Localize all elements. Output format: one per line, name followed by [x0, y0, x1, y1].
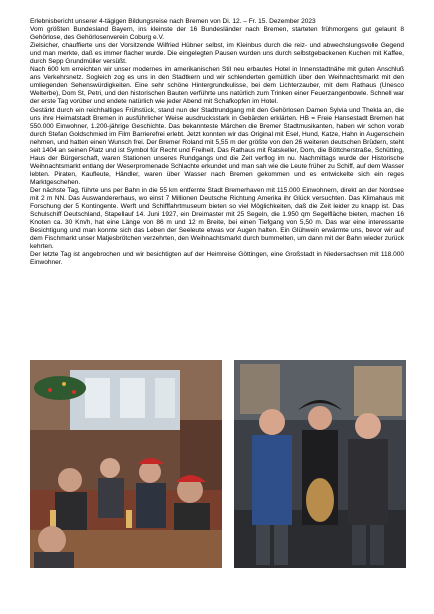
paragraph-journey: Zielsicher, chauffierte uns der Vorsitzende Wilfried Hübner selbst, im Kleinbus durch die reiz- und abwechslungsvolle Gegend und man merkte, daß es immer flacher wurde. Die eingelegten Pausen wurden uns durch selbstgebackenen Kuchen mit Kaffee, durch Sepp Grundmüller versüßt. [30, 42, 404, 66]
paragraph-day-one: Nach 600 km erreichten wir unser modernes im amerikanischen Stil neu erbautes Hotel in Innenstadtnähe mit guten Anschluß ans Verkehrsnetz. Sogleich zog es uns in den Stadtkern und wir schlenderten gemütlich über den Weihnachtsmarkt mit den umliegenden Sehenswürdigkeiten. Eine sehr schöne Hintergrundkulisse, bei dem Lichterzauber, mit dem Rathaus (Unesco Welterbe), Dom St, Petri, und den historischen Bauten verführte uns natürlich zum Trinken einer Feuerzangenbowle. Schnell war der erste Tag vorüber und endete natürlich wie jeder Abend mit Schafkopfen im Hotel. [30, 66, 404, 106]
paragraph-departure: Vom größten Bundesland Bayern, ins kleinste der 16 Bundesländer nach Bremen, starteten frühmorgens gut gelaunt 8 Gehörlose, des Gehörlosenverein Coburg e.V. [30, 26, 404, 42]
photo-row [30, 360, 405, 568]
group-pirate-photo [234, 360, 406, 568]
paragraph-day-two: Gestärkt durch ein reichhaltiges Frühstück, stand nun der Stadtrundgang mit den Gehörlosen Damen Sylvia und Thekla an, die uns ihre Heimatstadt Bremen in ausführlicher Weise ausdrucksstark in Gebärden erklärten. HB = Freie Hansestadt Bremen hat 550.000 Einwohner, 1.200-jährige Geschichte. Das bekannteste Märchen die Bremer Stadtmusikanten, haben wir schon vorab durch Stefan Goldschmied im Film Barrierefrei erlebt. Jetzt konnten wir das Original mit Esel, Hund, Katze, Hahn in Augenschein nehmen, und hatten einen Wunsch frei. Der Bremer Roland mit 5,55 m der größte von den 26 weiteren deutschen Brüdern, steht seit 1404 an seinen Platz und ist Symbol für Recht und Freiheit. Das Rathaus mit Ratskeller, Dom, die Böttcherstraße, Schütting, Haus der Bürgerschaft, waren Stationen unseres Rundgangs und die Zeit verflog im nu. Nachmittags wurde der Historische Weihnachtsmarkt entlang der Weserpromenade Schlachte erkundet und man sah wie die Leute früher zu Schiff, auf dem Wasser lebten. Piraten, Kaufleute, Händler, waren über Wasser nach Bremen gekommen und es entwickelte sich ein reges Marktgeschehen. [30, 106, 404, 186]
paragraph-last-day: Der letzte Tag ist angebrochen und wir besichtigten auf der Heimreise Göttingen, eine Großstadt in Niedersachsen mit 118.000 Einwohner. [30, 251, 404, 267]
paragraph-day-three: Der nächste Tag, führte uns per Bahn in die 55 km entfernte Stadt Bremerhaven mit 115.000 Einwohnern, direkt an der Nordsee mit 2 m NN. Das Auswandererhaus, wo einst 7 Millionen Deutsche Richtung Amerika ihr Glück versuchten. Das Klimahaus mit Forschung der 5 Kontingente. Werft und Schifffahrtmuseum bieten so viel Möglichkeiten, daß die Zeit leider zu knapp ist. Das Schulschiff Deutschland, Stapellauf 14. Juni 1927, ein Dreimaster mit 25 Segeln, die 1.950 qm Segelfläche bieten, machen 16 Knoten ca. 30 Km/h, hat eine Länge von 86 m und 12 m Breite, bei einen Tiefgang von 5,50 m. Das war eine interessante Besichtigung und man konnte sich das Leben der Seeleute etwas vor Augen halten. Ein Glühwein erwärmte uns, bevor wir auf dem Fischmarkt unser Matjesbrötchen verzehrten, den Weihnachtsmarkt durch bummelten, um dann mit der Bahn wieder zurück kehrten. [30, 186, 404, 251]
report-title: Erlebnisbericht unserer 4-tägigen Bildungsreise nach Bremen von Di. 12. – Fr. 15. Dezember 2023 [30, 18, 316, 25]
group-restaurant-photo [30, 360, 222, 568]
report-text [30, 18, 404, 267]
